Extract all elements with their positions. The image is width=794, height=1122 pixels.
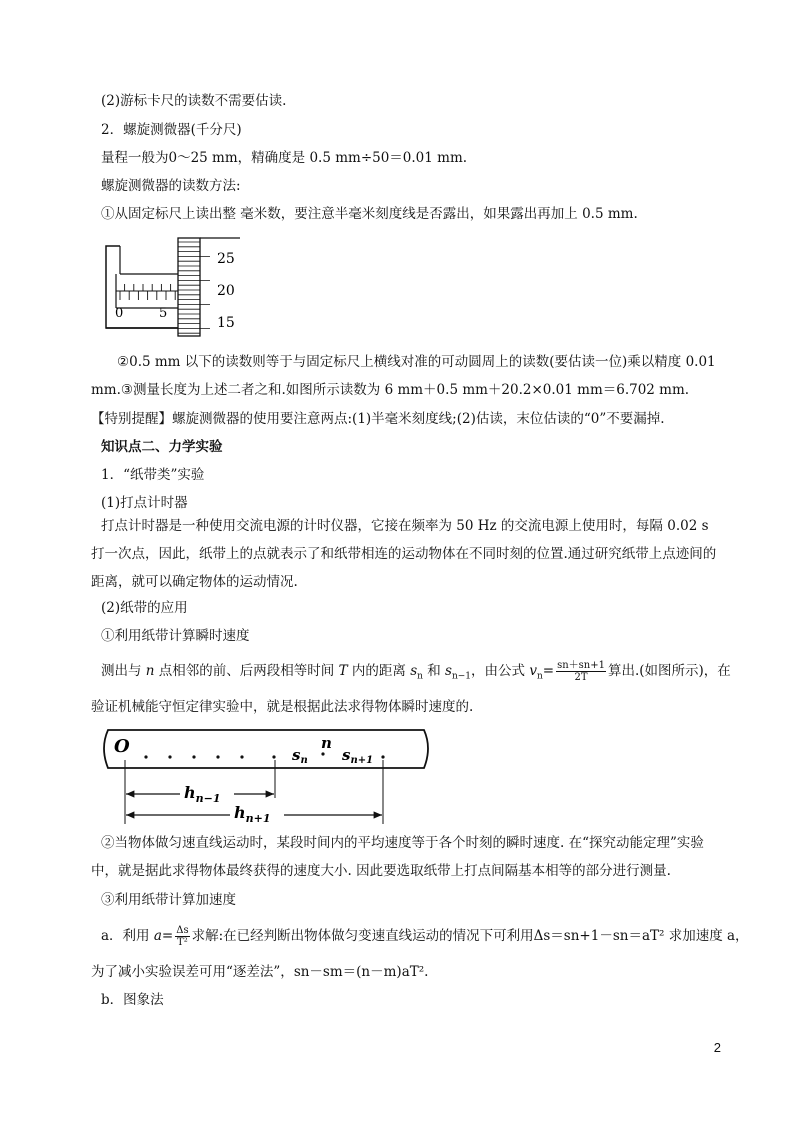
text-line: mm.③测量长度为上述二者之和.如图所示读数为 6 mm＋0.5 mm＋20.2×0.01 mm＝6.702 mm. xyxy=(91,382,690,398)
tape-n-label: n xyxy=(321,734,332,752)
formula-line-2: a．利用 a= $\frac{\Delta s}{\text{T²}}$ 求解:在已经判断出物体做匀变速直线运动的情况下可利用Δs＝sn+1－sn＝aT² 求加速度 a， xyxy=(101,925,749,948)
drum-label: 20 xyxy=(217,283,235,299)
fraction: $\frac{sn+sn+1}{2T}$ xyxy=(557,660,605,683)
text-line: (2)纸带的应用 xyxy=(101,600,188,616)
tape-dot xyxy=(240,755,243,758)
text-line: 量程一般为0～25 mm，精确度是 0.5 mm÷50＝0.01 mm. xyxy=(101,150,468,166)
drum-label: 15 xyxy=(217,315,235,331)
text-line: 打点计时器是一种使用交流电源的计时仪器，它接在频率为 50 Hz 的交流电源上使用时，每隔 0.02 s xyxy=(101,518,709,534)
text-line: 2．螺旋测微器(千分尺) xyxy=(101,122,242,138)
page-number: 2 xyxy=(713,1040,721,1055)
origin-label: O xyxy=(114,736,130,757)
text-line: ①从固定标尺上读出整 毫米数，要注意半毫米刻度线是否露出，如果露出再加上 0.5 mm. xyxy=(101,206,638,222)
text-line: 打一次点，因此，纸带上的点就表示了和纸带相连的运动物体在不同时刻的位置.通过研究纸带上点迹间的 xyxy=(91,546,717,562)
tape-dot xyxy=(272,755,275,758)
text-line: b．图象法 xyxy=(101,992,164,1008)
text-line: ③利用纸带计算加速度 xyxy=(101,892,236,908)
tape-dot xyxy=(144,755,147,758)
tape-dot xyxy=(168,755,171,758)
tape-sn-label: $s_n$ xyxy=(292,746,308,766)
micrometer-figure xyxy=(100,232,250,342)
text-line: 螺旋测微器的读数方法: xyxy=(101,178,241,194)
sleeve-label: 0 xyxy=(115,306,124,321)
tape-sn1-label: $s_{n+1}$ xyxy=(342,746,374,766)
sleeve-label: 5 xyxy=(159,306,168,321)
hn+1-label: $h_{n+1}$ xyxy=(234,803,271,825)
fraction: $\frac{\Delta s}{\text{T²}}$ xyxy=(176,925,189,948)
formula-line-3: 为了减小实验误差可用“逐差法”，sn－sm＝(n－m)aT². xyxy=(91,964,429,980)
drum-label: 25 xyxy=(217,251,235,267)
thimble xyxy=(178,238,200,336)
section-heading: 知识点二、力学实验 xyxy=(101,439,223,455)
sleeve-ticks xyxy=(120,284,175,300)
formula-line-1: 测出与 n 点相邻的前、后两段相等时间 T 内的距离 $s_n$ 和 $s_{n-1}$，由公式 $v_n=$ $\frac{sn+sn+1}{2T}$ 算出.(如图所示)，在 xyxy=(101,660,731,683)
hn-1-label: $h_{n-1}$ xyxy=(184,783,221,805)
text-line: ②当物体做匀速直线运动时，某段时间内的平均速度等于各个时刻的瞬时速度. 在“探究动能定理”实验 xyxy=(101,835,704,851)
text-line: (2)游标卡尺的读数不需要估读. xyxy=(101,93,287,109)
text-line: (1)打点计时器 xyxy=(101,495,188,511)
text-line: 距离，就可以确定物体的运动情况. xyxy=(91,574,298,590)
tape-outline xyxy=(104,730,428,768)
tape-dot xyxy=(381,755,384,758)
tape-dot xyxy=(192,755,195,758)
text-line: ②0.5 mm 以下的读数则等于与固定标尺上横线对准的可动圆周上的读数(要估读一位)乘以精度 0.01 xyxy=(117,354,716,370)
tape-dot xyxy=(216,755,219,758)
text-line: 验证机械能守恒定律实验中，就是根据此法求得物体瞬时速度的. xyxy=(91,699,474,715)
text-line: ①利用纸带计算瞬时速度 xyxy=(101,628,250,644)
text-line: 1．“纸带类”实验 xyxy=(101,467,205,483)
text-line: 中，就是据此求得物体最终获得的速度大小. 因此要选取纸带上打点间隔基本相等的部分进行测量. xyxy=(91,863,671,879)
text-line: 【特别提醒】螺旋测微器的使用要注意两点:(1)半毫米刻度线;(2)估读，末位估读的“0”不要漏掉. xyxy=(91,411,665,427)
tape-dot xyxy=(321,752,324,755)
paper-tape-figure xyxy=(96,726,436,828)
